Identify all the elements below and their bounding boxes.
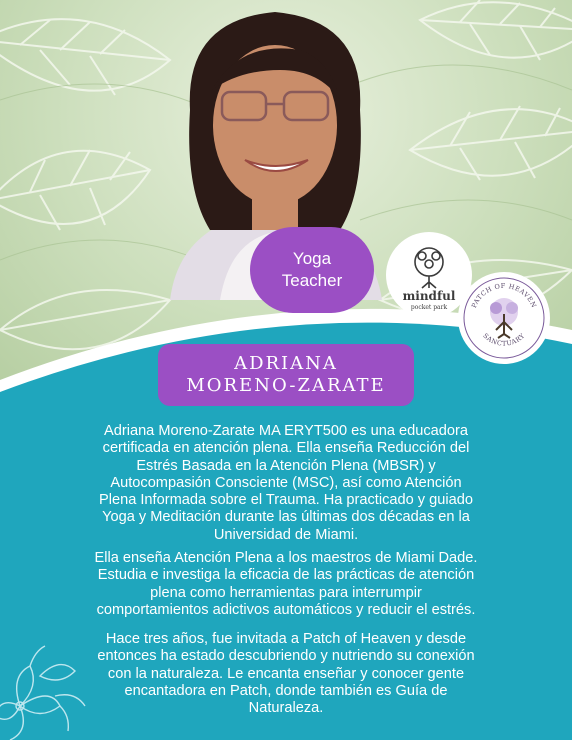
badge-line-2: Teacher (281, 271, 343, 290)
bio-line: Adriana Moreno-Zarate MA ERYT500 es una educadora (104, 423, 468, 439)
bio-line: comportamientos adictivos automáticos y reducir el estrés. (96, 601, 476, 618)
bio-line: Hace tres años, fue invitada a Patch of Heaven y desde (105, 631, 467, 647)
name-last: MORENO-ZARATE (186, 375, 386, 396)
yoga-teacher-badge (250, 227, 374, 313)
bio-line: Plena Informada sobre el Trauma. Ha practicado y guiado (99, 492, 473, 509)
patch-arc-top: PATCH OF HEAVEN (469, 281, 539, 310)
bio-line: Ella enseña Atención Plena a los maestros de Miami Dade. (94, 550, 478, 566)
bio-line: certificada en atención plena. Ella enseña Reducción del (102, 440, 470, 457)
bio-line: plena como herramientas para interrumpir (150, 584, 422, 601)
bio-line: Autocompasión Consciente (MSC), así como Atención (110, 474, 462, 491)
teacher-name-box (158, 344, 414, 406)
bio-line: entonces ha estado descubriendo y nutriendo su conexión (97, 648, 475, 665)
bio-line: Estrés Basada en la Atención Plena (MBSR) y (136, 457, 436, 474)
badge-line-1: Yoga (292, 249, 332, 268)
mindful-title: mindful (402, 289, 456, 303)
tree-icon (415, 248, 443, 288)
bio-line: encantadora en Patch, donde también es Guía de (124, 682, 448, 699)
patch-of-heaven-logo (458, 272, 550, 364)
bio-line: con la naturaleza. Le encanta enseñar y conocer gente (107, 665, 465, 682)
sanctuary-tree-icon (490, 298, 518, 338)
bio-line: Estudia e investiga la eficacia de las prácticas de atención (97, 567, 475, 584)
bio-paragraph-1 (40, 423, 532, 544)
flower-decoration-icon (0, 636, 90, 740)
bio-paragraph-2 (40, 550, 532, 619)
name-first: ADRIANA (234, 353, 338, 374)
bio-line: Naturaleza. (248, 700, 324, 717)
bio-line: Universidad de Miami. (213, 526, 359, 543)
patch-arc-bottom: SANCTUARY (481, 331, 527, 348)
mindful-subtitle: pocket park (410, 304, 448, 311)
bio-paragraph-3 (40, 631, 532, 717)
bio-line: Yoga y Meditación durante las últimas dos décadas en la (102, 509, 470, 526)
